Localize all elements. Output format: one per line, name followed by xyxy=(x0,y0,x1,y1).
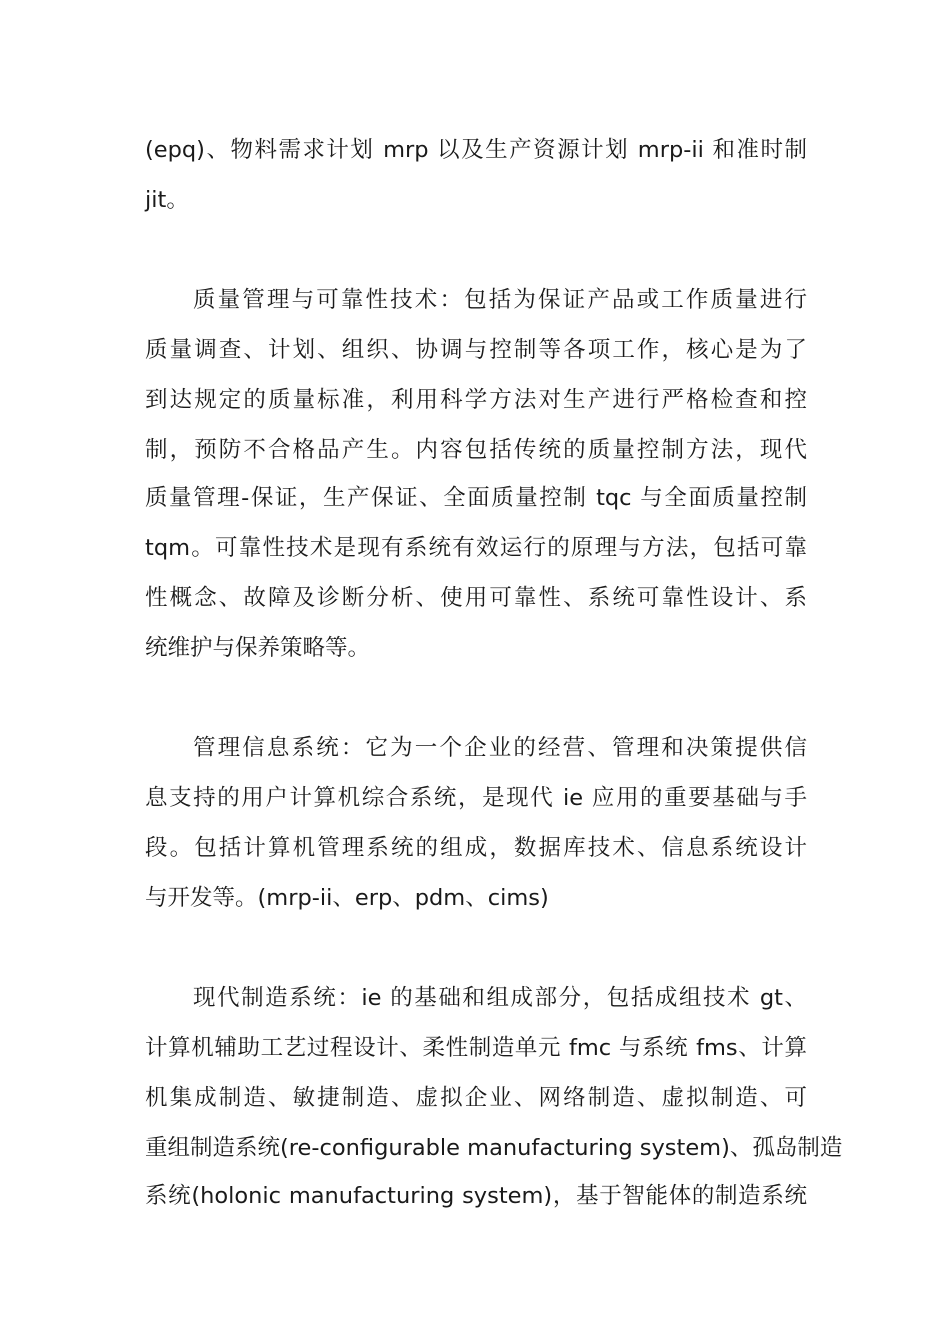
text-line: 与开发等。(mrp-ii、erp、pdm、cims) xyxy=(145,885,549,911)
text-line: 系统(holonic manufacturing system)，基于智能体的制造系统 xyxy=(145,1183,807,1209)
text-line: 息支持的用户计算机综合系统，是现代 ie 应用的重要基础与手 xyxy=(145,785,807,811)
text-line: tqm。可靠性技术是现有系统有效运行的原理与方法，包括可靠 xyxy=(145,535,807,561)
text-line: 机集成制造、敏捷制造、虚拟企业、网络制造、虚拟制造、可 xyxy=(145,1085,807,1111)
text-line: 质量管理-保证，生产保证、全面质量控制 tqc 与全面质量控制 xyxy=(145,485,807,511)
text-line: 现代制造系统：ie 的基础和组成部分，包括成组技术 gt、 xyxy=(193,985,807,1011)
text-line: 重组制造系统(re-configurable manufacturing system)、孤岛制造 xyxy=(145,1135,843,1161)
text-line: 质量调查、计划、组织、协调与控制等各项工作，核心是为了 xyxy=(145,337,807,363)
text-line: 段。包括计算机管理系统的组成，数据库技术、信息系统设计 xyxy=(145,835,807,861)
text-line: (epq)、物料需求计划 mrp 以及生产资源计划 mrp-ii 和准时制 xyxy=(145,137,807,163)
text-line: 制，预防不合格品产生。内容包括传统的质量控制方法，现代 xyxy=(145,437,807,463)
text-line: 统维护与保养策略等。 xyxy=(145,635,371,661)
text-line: 管理信息系统：它为一个企业的经营、管理和决策提供信 xyxy=(193,735,807,761)
text-line: jit。 xyxy=(145,187,189,213)
text-line: 质量管理与可靠性技术：包括为保证产品或工作质量进行 xyxy=(193,287,807,313)
text-line: 到达规定的质量标准，利用科学方法对生产进行严格检查和控 xyxy=(145,387,807,413)
text-line: 计算机辅助工艺过程设计、柔性制造单元 fmc 与系统 fms、计算 xyxy=(145,1035,807,1061)
text-line: 性概念、故障及诊断分析、使用可靠性、系统可靠性设计、系 xyxy=(145,585,807,611)
